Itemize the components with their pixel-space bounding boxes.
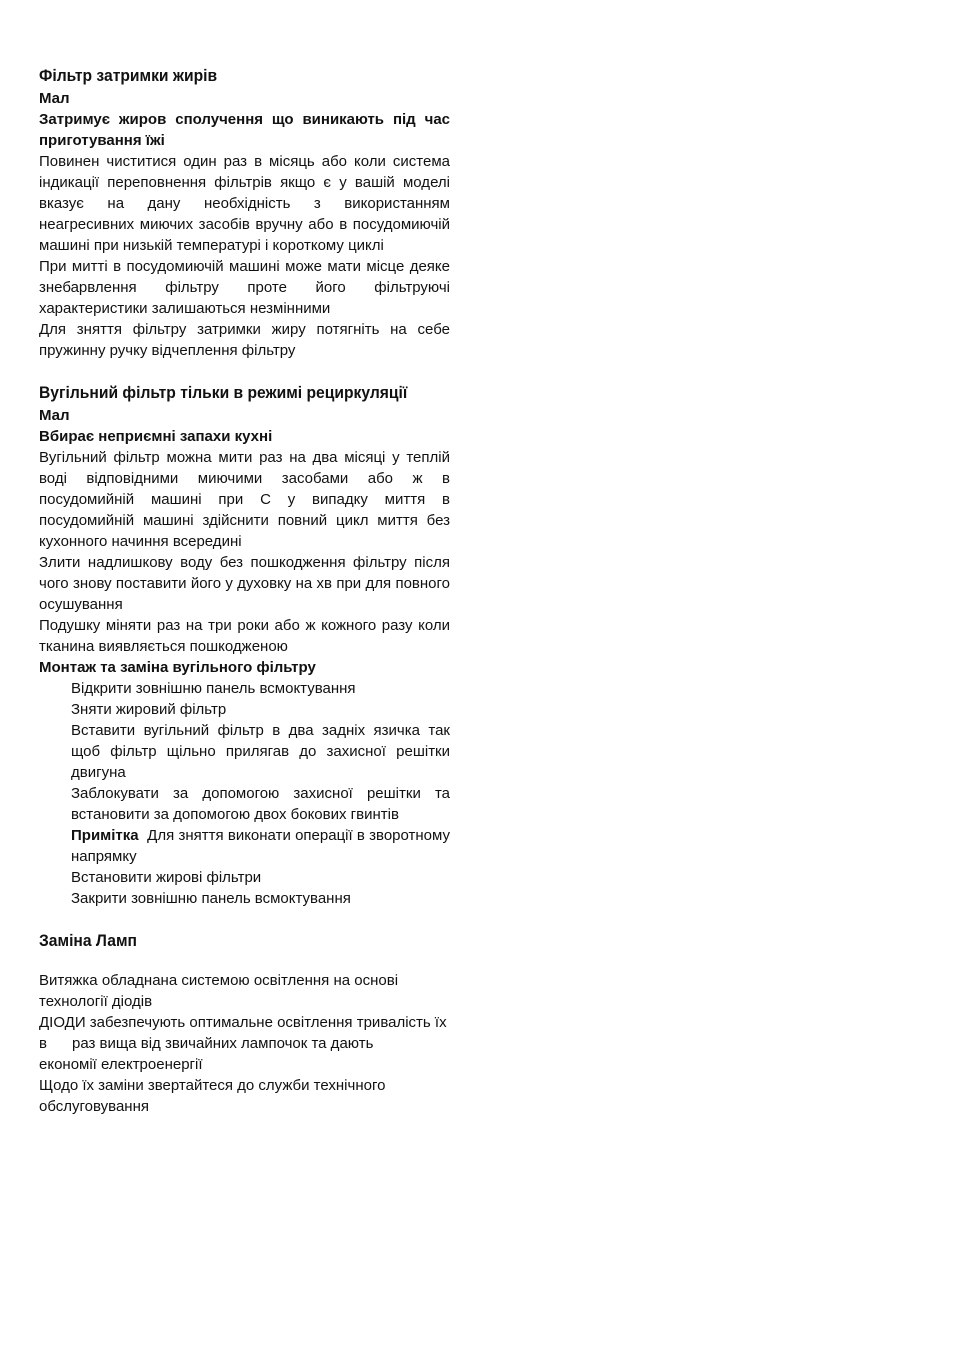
section-carbon-filter bbox=[39, 381, 450, 909]
figure-ref: Мал bbox=[39, 407, 70, 424]
text-line: ДІОДИ забезпечують оптимальне освітлення тривалість їх bbox=[39, 1014, 447, 1031]
list-item: Заблокувати за допомогою захисної решітки та встановити за допомогою двох бокових гвинтів bbox=[71, 785, 450, 823]
subsection-title: Монтаж та заміна вугільного фільтру bbox=[39, 659, 316, 676]
section-title: Вугільний фільтр тільки в режимі рециркуляції bbox=[39, 383, 408, 402]
paragraph: Вугільний фільтр можна мити раз на два місяці у теплій воді відповідними миючими засобами або ж в посудомийній машині при С у випадку миття в посудомийній машині здійснити повний цикл миття без кухонного начиння всередині bbox=[39, 449, 450, 550]
text-line: в раз вища від звичайних лампочок та дають bbox=[39, 1035, 374, 1052]
text-line: Витяжка обладнана системою освітлення на основі bbox=[39, 972, 399, 989]
list-item: Зняти жировий фільтр bbox=[71, 701, 227, 718]
list-item: Встановити жирові фільтри bbox=[71, 869, 262, 886]
paragraph: Подушку міняти раз на три роки або ж кожного разу коли тканина виявляється пошкодженою bbox=[39, 617, 450, 655]
paragraph: Злити надлишкову воду без пошкодження фільтру після чого знову поставити його у духовку на хв при для повного осушування bbox=[39, 554, 450, 613]
section-grease-filter bbox=[39, 64, 450, 361]
list-item: Закрити зовнішню панель всмоктування bbox=[71, 890, 351, 907]
figure-ref: Мал bbox=[39, 90, 70, 107]
document-page bbox=[39, 64, 450, 1117]
note-text: Для зняття виконати операції в зворотному напрямку bbox=[71, 827, 451, 865]
text-line: Щодо їх заміни звертайтеся до служби технічного bbox=[39, 1077, 386, 1094]
text-line: обслуговування bbox=[39, 1098, 149, 1115]
section-title: Заміна Ламп bbox=[39, 931, 137, 950]
text-line: економії електроенергії bbox=[39, 1056, 203, 1073]
note-label: Примітка bbox=[71, 827, 139, 844]
text-line: технології діодів bbox=[39, 993, 153, 1010]
steps-list bbox=[39, 678, 450, 909]
section-lamp-replacement bbox=[39, 929, 450, 1117]
paragraph: Для зняття фільтру затримки жиру потягніть на себе пружинну ручку відчеплення фільтру bbox=[39, 321, 450, 359]
lamp-text bbox=[39, 970, 469, 1117]
paragraph: Повинен чиститися один раз в місяць або коли система індикації переповнення фільтрів якщо є у вашій моделі вказує на дану необхідність з використанням неагресивних миючих засобів вручну або в посудомиючій машині при низькій температурі і короткому циклі bbox=[39, 153, 450, 254]
section-intro: Затримує жиров сполучення що виникають під час приготування їжі bbox=[39, 111, 450, 149]
list-item: Вставити вугільний фільтр в два задніх язичка так щоб фільтр щільно прилягав до захисної решітки двигуна bbox=[71, 722, 450, 781]
section-intro: Вбирає неприємні запахи кухні bbox=[39, 428, 273, 445]
section-title: Фільтр затримки жирів bbox=[39, 66, 218, 85]
paragraph: При митті в посудомиючій машині може мати місце деяке знебарвлення фільтру проте його фільтруючі характеристики залишаються незмінними bbox=[39, 258, 450, 317]
list-item: Відкрити зовнішню панель всмоктування bbox=[71, 680, 356, 697]
note-item bbox=[71, 825, 450, 867]
